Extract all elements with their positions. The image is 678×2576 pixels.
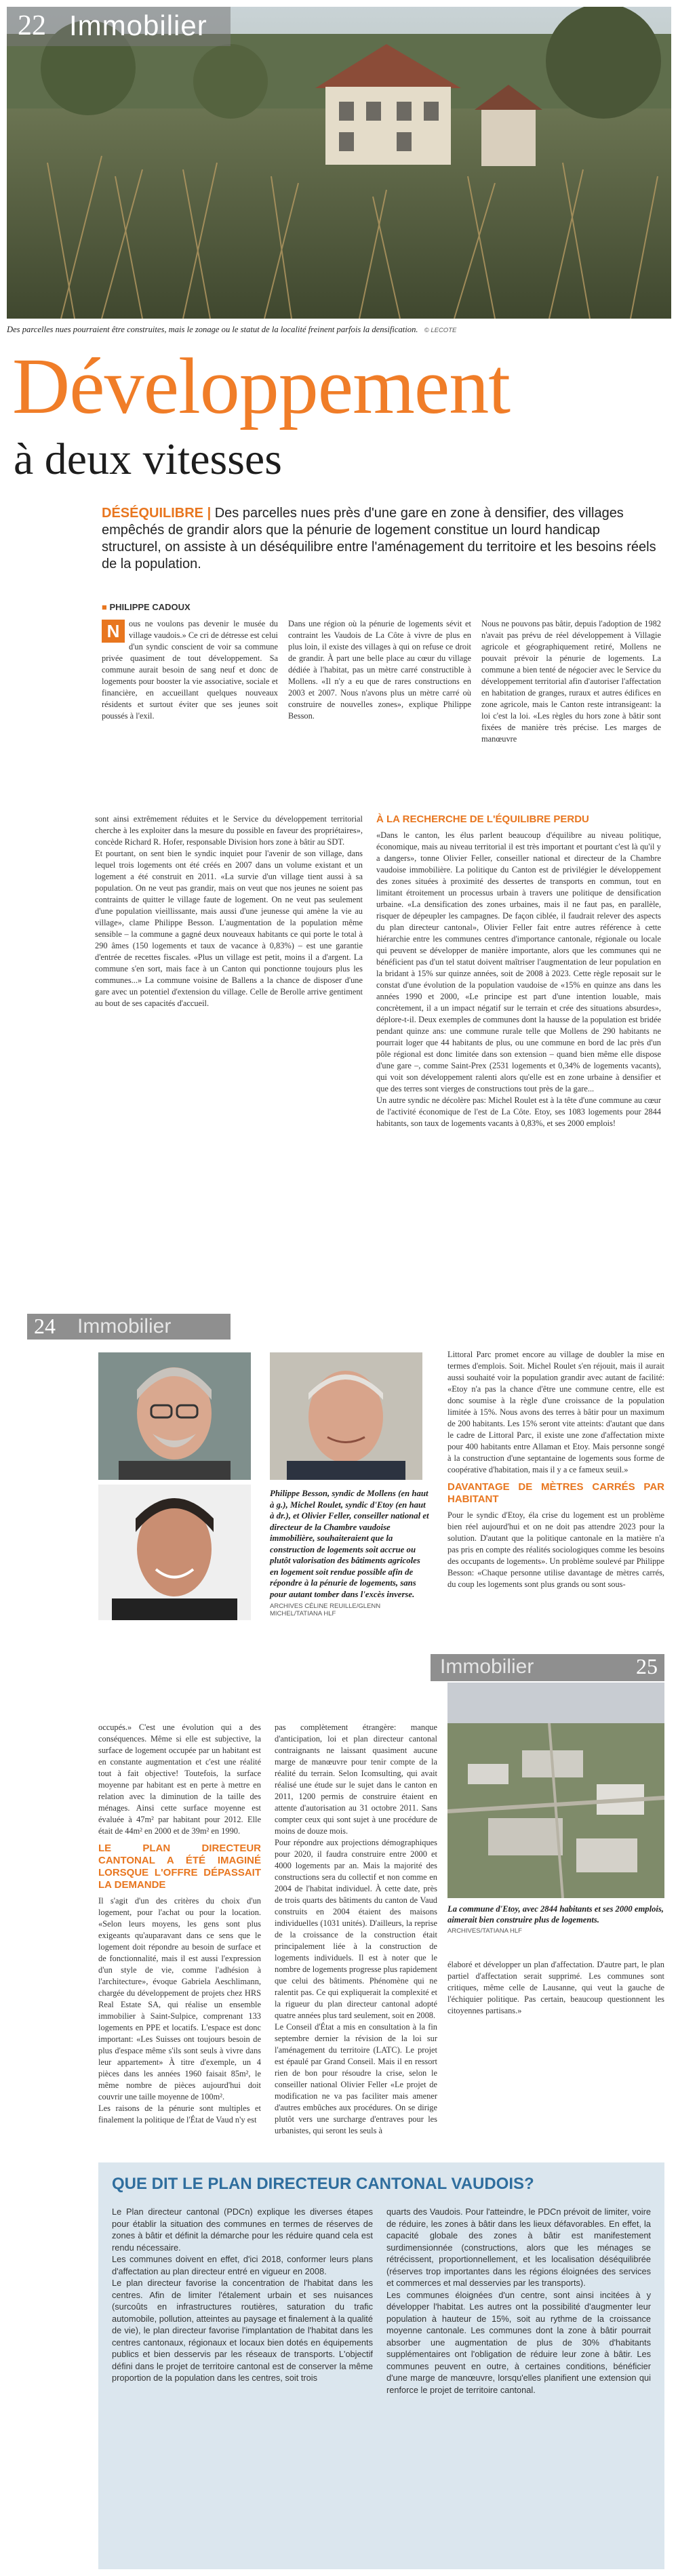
column-b-text: «Dans le canton, les élus parlent beaucoup d'équilibre au niveau politique, économique, mais au niveau territorial il est très important et pourtant c'est là qu'il y a dangers», tonne Olivier Feller, conseiller national et directeur de la Chambre vaudoise immobilière. La politique du Canton est de privilégier le développement des zones situées à proximité des dessertes de transports en commun, tout en limitant étroitement un processus urbain à travers une politique de densification urbaine. «La densification des zones urbaines, mais il ne faut pas, en parallèle, risquer de dépeupler les campagnes. De façon ciblée, il faudrait relever des aspects du plan directeur cantonal», Olivier Feller fait entre autres référence à cette hiérarchie entre les communes centres d'importance cantonale, régionale ou locale qui peuvent se développer de manière importante, alors que les communes qui ne bénéficient pas d'un tel statut doivent maîtriser l'augmentation de leur population en la bridant à 15% sur quinze années, soit de 2008 à 2023. Cette règle reposait sur le constat d'une évolution de la population vaudoise de «15% en quinze ans dans les années 1990 et 2000, «Le principe est part d'une intention louable, mais concrètement, il a un impact négatif sur le terrain et crée des situations absurdes», déplore-t-il. Deux exemples de communes dont la hausse de la population est bridée pendant quinze ans: une commune rurale telle que Mollens de 290 habitants ne pourrait loger que 44 habitants de plus, ou une commune en bord de lac près d'un pôle régional est donc limitée dans son extension – quand bien même elle dispose d'une gare –, comme Saint-Prex (2531 logements et 0,34% de logements vacants), qui voit son développement ralenti alors qu'elle est en zone urbaine à densifier et que des terres sont vierges de constructions tout près de la gare... Un autre syndic ne décolère pas: Michel Roulet est à la tête d'une commune au cœur de l'activité économique de l'est de La Côte. Etoy, ses 1083 logements pour 2844 habitants, son taux de logements vacants à 0,83%, et ses 2000 emplois! (376, 830, 661, 1128)
article-column-g (275, 1722, 437, 2141)
portrait-besson (98, 1352, 251, 1480)
subhead-equilibre: À LA RECHERCHE DE L'ÉQUILIBRE PERDU (376, 813, 589, 825)
article-column-3: Nous ne pouvons pas bâtir, depuis l'adoption de 1982 n'avait pas prévu de réel développement à Villagie agricole et géographiquement retiré, Mollens ne pouvait prévoir la pénurie de logements. La commune a bien tenté de négocier avec le Service du développement territorial afin d'autoriser l'affectation en habitation de granges, ruraux et autres édifices en zone agricole, mais le Canton reste intransigeant: la loi c'est la loi. «Les règles du hors zone à bâtir sont fixées de manière très précise. Les marges de manœuvre (481, 619, 661, 744)
page-header-24 (27, 1314, 231, 1340)
portrait-feller (98, 1485, 251, 1620)
portrait-roulet (270, 1352, 422, 1480)
article-column-c (447, 1349, 664, 1594)
aerial-photo-drawing (447, 1683, 664, 1898)
portrait-besson-drawing (98, 1352, 251, 1480)
column-f-text: Il s'agit d'un des critères du choix d'un logement, pour l'achat ou pour la location. «Selon leurs moyens, les gens sont plus exigeants qu'auparavant dans ce sens que le logement doit répondre au besoin de surface et de fonctionnalité, mais il est aussi l'expression d'un style de vie, comme l'adhésion à l'architecture», évoque Gabriela Aeschlimann, chargée du développement de projets chez HRS Real Estate SA, qui réalise un ensemble immobilier à Saint-Sulpice, comprenant 133 logements en PPE et locatifs. L'espace est donc important: «Les Suisses ont toujours besoin de plus d'espace même s'ils sont seuls à vivre dans leur appartement» À titre d'exemple, un 4 pièces dans les années 1960 faisait 85m², le même nombre de pièces aujourd'hui doit couvrir une taille moyenne de 100m². Les raisons de la pénurie sont multiples et finalement la politique de l'État de Vaud n'y est (98, 1896, 261, 2125)
portrait-feller-drawing (98, 1485, 251, 1620)
article-subtitle: à deux vitesses (14, 435, 282, 484)
page-number: 22 (18, 10, 46, 41)
article-column-2: Dans une région où la pénurie de logements sévit et contraint les Vaudois de La Côte à vivre de plus en plus loin, il existe des villages à qui on refuse ce droit de grandir. À part une belle place au cœur du village dédiée à l'habitat, pas un mètre carré constructible à Mollens. «Il n'y a eu que de rares constructions en 2003 et 2007. Nous n'avons plus un mètre carré où construire de nouvelles zones», explique Philippe Besson. (288, 619, 471, 721)
aerial-photo (447, 1683, 664, 1898)
column-1-text: ous ne voulons pas devenir le musée du village vaudois.» Ce cri de détresse est celui d'un syndic conscient de voir sa commune privée quasiment de tout développement. Sa commune aurait besoin de sang neuf et donc de logements pour booster la vie associative, sociale et financière, en accueillant quelques nouveaux résidents et surtout éviter que ses jeunes soit poussés à l'exil. (102, 619, 278, 721)
article-column-e (98, 1722, 261, 2130)
info-box (98, 2162, 664, 2569)
section-label: Immobilier (69, 9, 207, 41)
hero-credit: © LECOTE (424, 327, 457, 334)
article-author: ■ PHILIPPE CADOUX (102, 602, 191, 612)
subhead-metres-carres: DAVANTAGE DE MÈTRES CARRÉS PAR HABITANT (447, 1481, 664, 1505)
article-column-a (95, 813, 363, 1013)
article-lead (102, 505, 658, 573)
aerial-caption (447, 1904, 664, 1935)
info-box-left: Le Plan directeur cantonal (PDCn) explique les diverses étapes pour établir la situation des communes en termes de réserves de zones à bâtir et définit la démarche pour les réduire quand cela est rendu nécessaire. Les communes doivent en effet, d'ici 2018, conformer leurs plans d'affectation au plan directeur entré en vigueur en 2008. Le plan directeur favorise la concentration de l'habitat dans les centres. Afin de limiter l'étalement urbain et ses nuisances (surcoûts en infrastructures routières, saturation du trafic automobile, pollution, atteintes au paysage et finalement à la qualité de vie), le plan directeur favorise l'implantation de l'habitat dans les centres cantonaux, régionaux et locaux bien dotés en équipements publics et bien desservis par les réseaux de transports. L'objectif défini dans le projet de territoire cantonal est de conserver la même proportion de la population dans les centres, soit trois (112, 2207, 373, 2383)
aerial-credit: ARCHIVES/TATIANA HLF (447, 1927, 522, 1935)
portraits-credit: ARCHIVES CÉLINE REUILLE/GLENN MICHEL/TATIANA HLF (270, 1603, 381, 1617)
info-box-right: quarts des Vaudois. Pour l'atteindre, le PDCn prévoit de limiter, voire de réduire, les zones à bâtir dans les lieux défavorables. En effet, la capacité globale des zones à bâtir est manifestement surdimensionnée (constructions, alors que les ménages se rétrécissent, proportionnellement, et les localisation déséquilibrée (réserves trop importantes dans les régions éloignées des services et commerces et mal desservies par les transports). Les communes éloignées d'un centre, sont ainsi incitées à y développer l'habitat. Les autres ont la possibilité d'augmenter leur population à hauteur de 15%, soit au rythme de la croissance moyenne cantonale. Les communes dont la zone à bâtir pourrait absorber une augmentation de plus de 30% d'habitants supplémentaires ont l'obligation de réduire leur zone à bâtir. Les communes peuvent en outre, à certaines conditions, bénéficier d'une marge de manœuvre, lorsqu'elles planifient une extension qui renforce le projet de territoire cantonal. (386, 2207, 651, 2395)
portraits-caption-text: Philippe Besson, syndic de Mollens (en haut à g.), Michel Roulet, syndic d'Etoy (en haut à dr.), et Olivier Feller, conseiller national et directeur de la Chambre vaudoise immobilière, souhaiteraient que la construction de logements soit accrue ou plutôt valorisation des bâtiments agricoles en logement soit rendue possible afin de répondre à la pénurie de logements, sans pour autant tomber dans l'excès inverse. (270, 1489, 429, 1599)
column-d-text: Pour le syndic d'Etoy, éla crise du logement est un problème bien réel aujourd'hui et on ne doit pas attendre 2023 pour la solution. D'autant que la politique cantonale en la matière n'a pas pris en compte des réalités sociologiques comme les besoins des occupants de logements». Un problème soulevé par Philippe Besson: «Chaque personne utilise davantage de mètres carrés, du coup les logements sont plus grands ou sont sous- (447, 1510, 664, 1589)
article-column-h: élaboré et développer un plan d'affectation. D'autre part, le plan partiel d'affectation serait supprimé. Les communes sont critiques, même celle de Lausanne, qui veut la gauche de l'échiquier politique. Pas certain, beaucoup questionnent les citoyennes partisans.» (447, 1960, 664, 2015)
hero-caption (7, 324, 671, 336)
column-a-text: sont ainsi extrêmement réduites et le Service du développement territorial cherche à les exploiter dans la mesure du possible en faveur des propriétaires», concède Richard R. Hofer, responsable Division hors zone à bâtir au SDT. Et pourtant, on sent bien le syndic inquiet pour l'avenir de son village, dans lequel trois logements ont été créés en 2007 dans un volume existant et un logement a été construit en 2011. «La survie d'un village tient aussi à sa population. On ne veut pas grandir, mais on veut que nos jeunes ne soient pas contraints de quitter le village faute de logement. On ne veut pas seulement d'une population vieillissante, mais aussi d'une jeunesse qui amène la vie au village», clame Philippe Besson. L'augmentation de la population même sensible – la commune a gagné deux nouveaux habitants ce qui porte le total à 290 âmes (150 logements et taux de vacance à 0,83%) – est une garantie d'entrée de recettes fiscales. «Plus un village est petit, moins il a d'argent. La commune s'en sort, mais face à un Canton qui ponctionne toujours plus les communes...» La commune voisine de Ballens a la chance de disposer d'une gare avec un potentiel d'extension du village. Celle de Berolle arrive gentiment au bout de ses capacités d'accueil. (95, 814, 363, 1008)
subhead-plan-directeur: LE PLAN DIRECTEUR CANTONAL A ÉTÉ IMAGINÉ LORSQUE L'OFFRE DÉPASSAIT LA DEMANDE (98, 1843, 261, 1891)
page-header-25 (431, 1654, 664, 1681)
column-e-text: occupés.» C'est une évolution qui a des conséquences. Même si elle est subjective, la surface de logement occupée par un habitant est en constante augmentation et c'est une réalité tout à fait objective! Toutefois, la surface moyenne par habitant est en perte à mettre en relation avec la diminution de la taille des ménages. Ainsi cette surface moyenne est évaluée à 47m² par habitant pour 2012. Elle était de 44m² en 2000 et de 39m² en 1990. (98, 1723, 261, 1836)
article-lead-text: Des parcelles nues près d'une gare en zone à densifier, des villages empêchés de grandir alors que la pénurie de logement constitue un lourd handicap structurel, on assiste à un déséquilibre entre l'aménagement du territoire et les besoins réels de la population. (102, 506, 656, 571)
aerial-caption-text: La commune d'Etoy, avec 2844 habitants et ses 2000 emplois, aimerait bien construire plus de logements. (447, 1904, 664, 1925)
article-column-b (376, 813, 661, 1133)
section-label: Immobilier (440, 1655, 534, 1678)
portrait-roulet-drawing (270, 1352, 422, 1480)
article-kicker: DÉSÉQUILIBRE | (102, 506, 212, 521)
author-name: PHILIPPE CADOUX (109, 602, 191, 612)
page-number: 24 (34, 1314, 56, 1338)
info-box-title: QUE DIT LE PLAN DIRECTEUR CANTONAL VAUDOIS? (112, 2175, 534, 2193)
hero-caption-text: Des parcelles nues pourraient être construites, mais le zonage ou le statut de la localité freinent parfois la densification. (7, 325, 418, 334)
article-column-1 (102, 618, 278, 722)
section-label: Immobilier (77, 1315, 172, 1337)
page-header-22 (7, 7, 231, 46)
page-number: 25 (636, 1654, 658, 1678)
portraits-caption (270, 1488, 429, 1617)
column-c-text: Littoral Parc promet encore au village de doubler la mise en termes d'emplois. Soit. Michel Roulet s'en réjouit, mais il aurait aussi souhaité voir la population grandir avec autant de facilité: «Etoy n'a pas la chance d'être une commune centre, elle est donc soumise à la règle d'une croissance de la population limitée à 15%. Nous avons des terres à bâtir pour un maximum de 200 habitants. Les 15% seront vite atteints: d'autant que dans le cadre de Littoral Parc, il existe une zone d'affectation mixte pour 400 habitants entre Allaman et Etoy. Mais personne songé à la construction d'une septantaine de logements sous forme de coopérative d'habitation, mais il y a ce fameux seuil.» (447, 1350, 664, 1474)
column-g-text: pas complètement étrangère: manque d'anticipation, loi et plan directeur cantonal contraignants ne laissant quasiment aucune marge de manœuvre pour tenir compte de la réalité du terrain. Selon Icomsulting, qui avait réalisé une étude sur le sujet dans le canton en 2011, 1200 permis de construire étaient en attente d'autorisation au 31 octobre 2011. Sans compter ceux qui sont sujet à une procédure de moins de douze mois. Pour répondre aux projections démographiques pour 2020, il faudra construire entre 2000 et 4000 logements par an. Mais la majorité des constructions sera du collectif et non comme en 2004 de l'habitat individuel. À cette date, près de trois quarts des bâtiments du canton de Vaud construits en 2004 étaient des maisons individuelles (1031 unités). D'ailleurs, la reprise de la croissance de la construction était principalement liée à la construction de logements individuels. Il est à noter que le nombre de logements progresse plus rapidement que celui des bâtiments. Phénomène qui ne ralentit pas. Ce qui expliquerait la complexité et la rigueur du plan directeur cantonal adopté quatre années plus tard seulement, soit en 2008. Le Conseil d'État a mis en consultation à la fin septembre dernier la révision de la loi sur l'aménagement du territoire (LATC). Le projet est épaulé par Grand Conseil. Mais il en ressort rien de bon pour résoudre la crise, selon le conseiller national Olivier Feller «Le projet de modification ne va pas faciliter mais amener d'autres embûches aux procédures. On se dirige plutôt vers une surcharge d'entraves pour les urbanistes, qui seront les seuls à (275, 1723, 437, 2135)
drop-cap: N (102, 620, 125, 643)
article-title: Développement (12, 342, 511, 430)
hero-photo (7, 7, 671, 319)
hero-photo-drawing (7, 7, 671, 319)
